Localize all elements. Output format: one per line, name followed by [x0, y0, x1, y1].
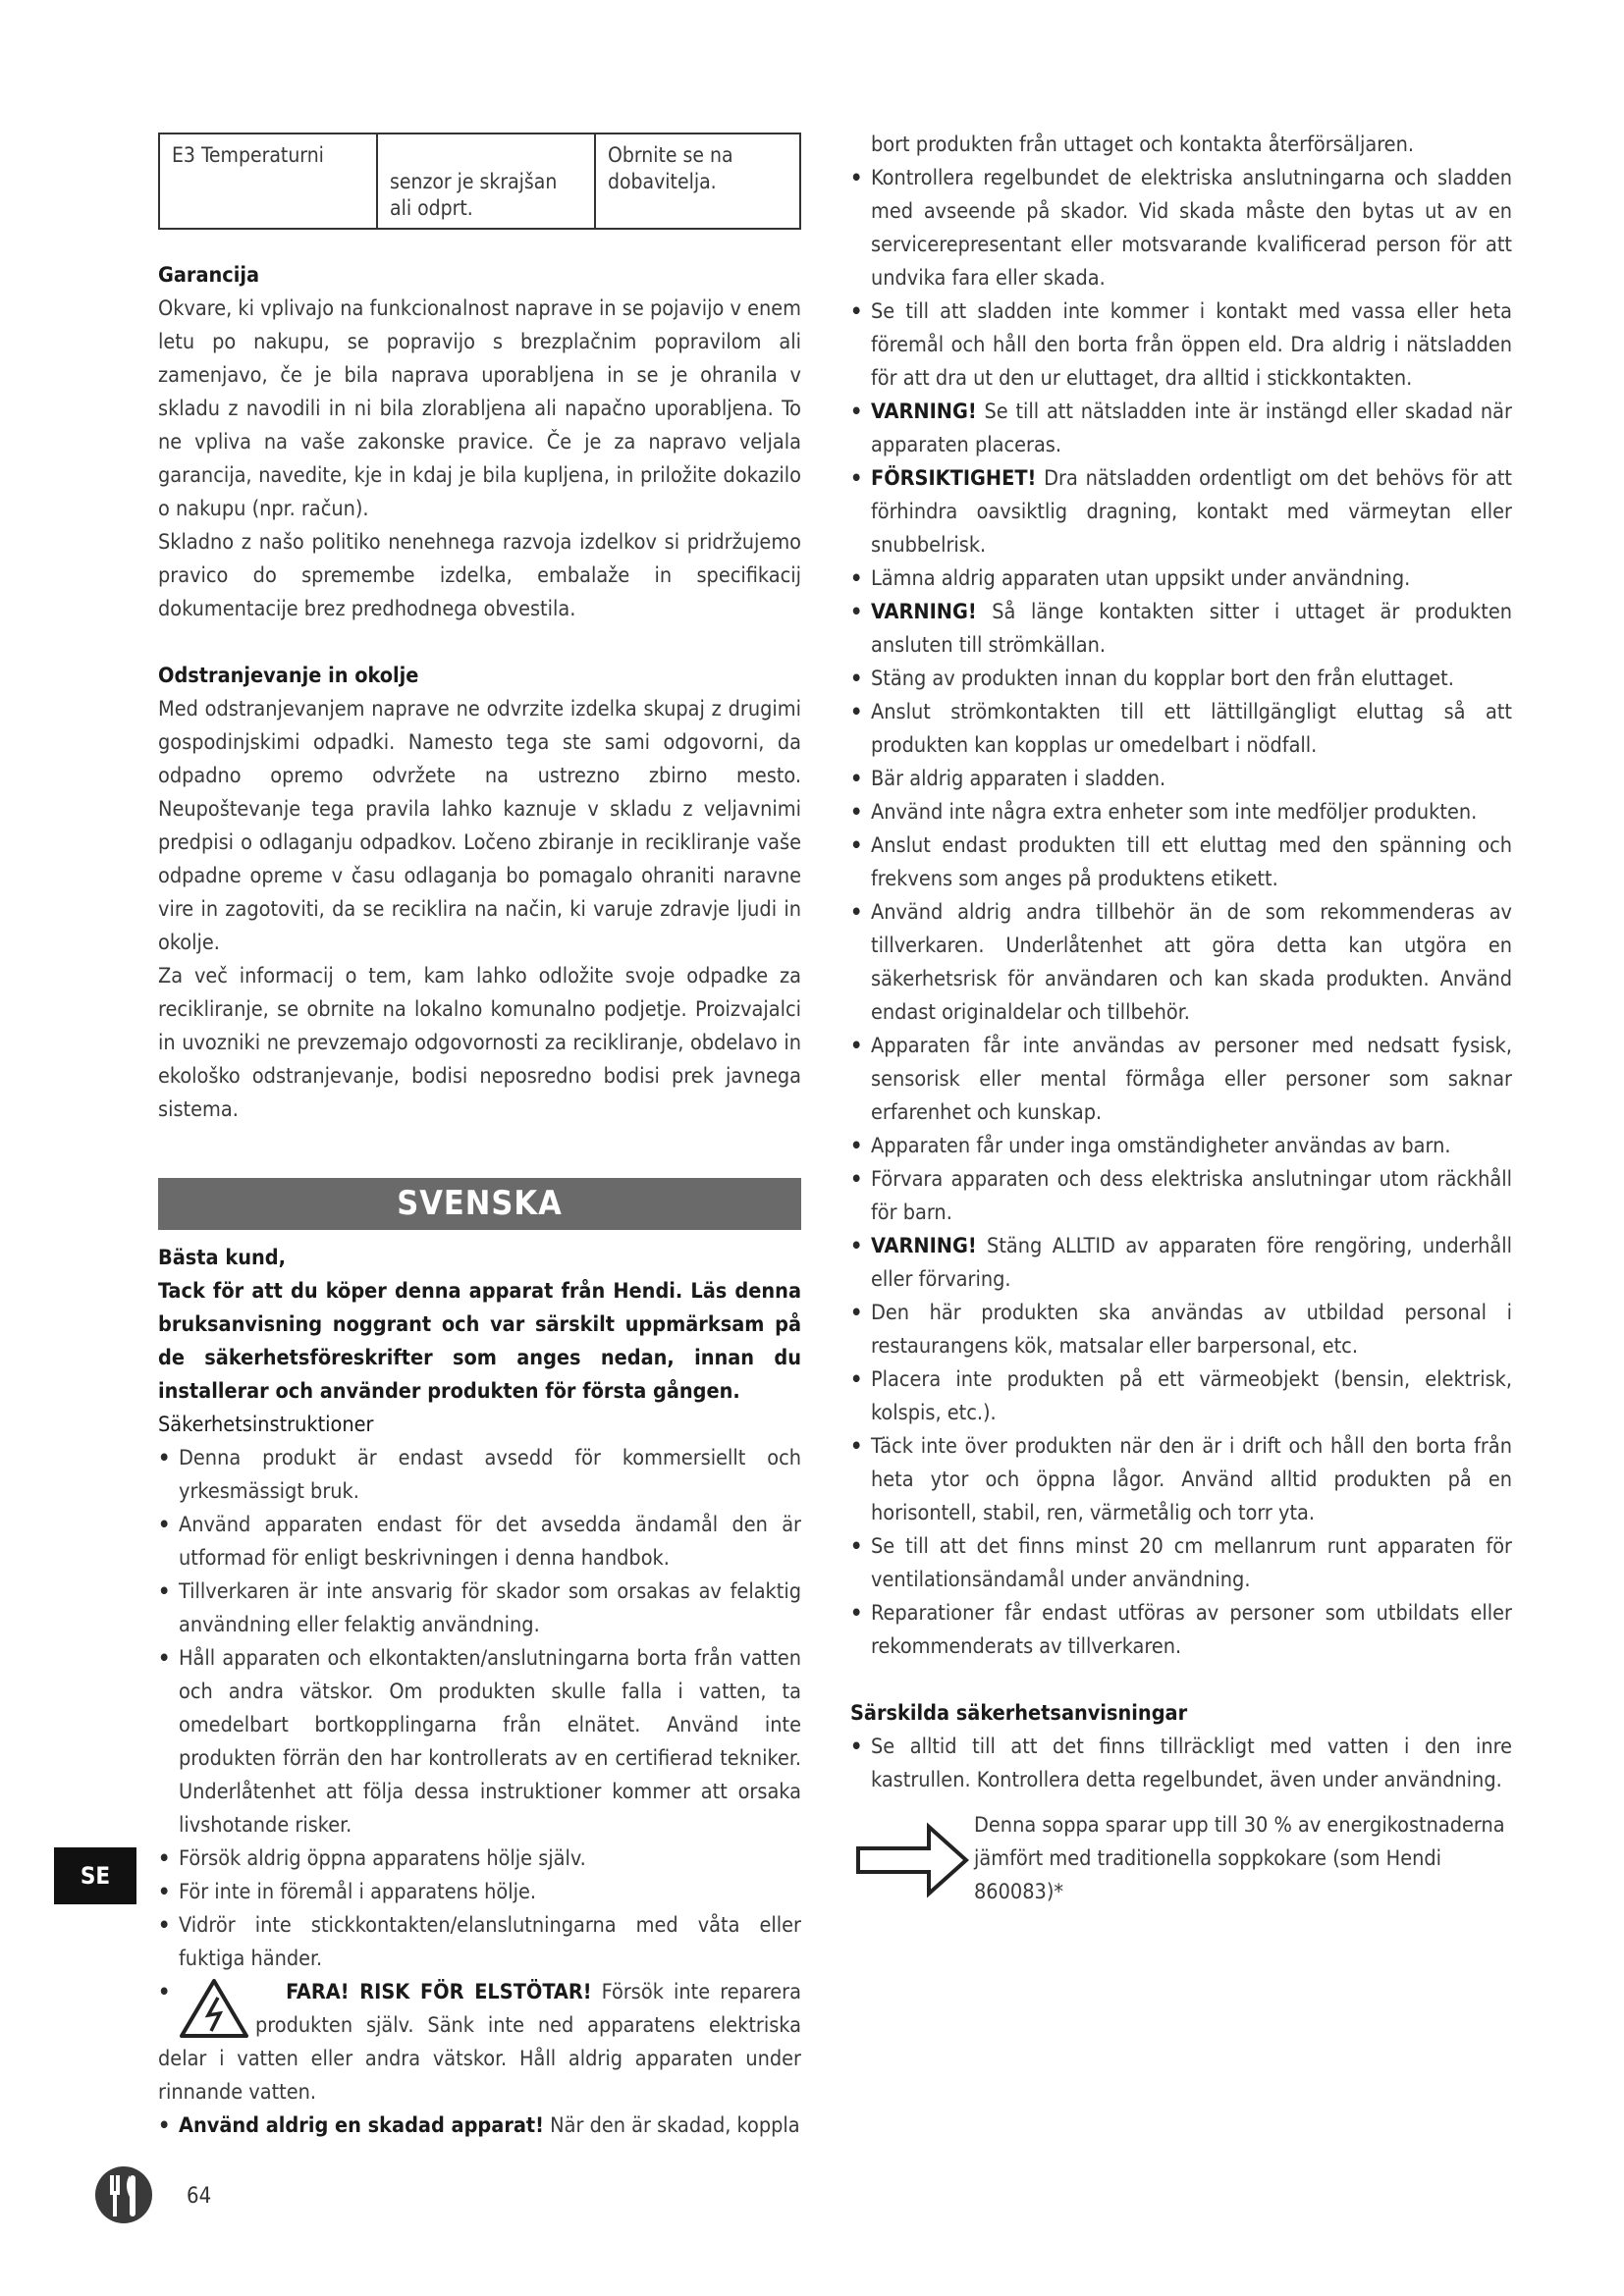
language-tab: SE — [54, 1847, 136, 1904]
warranty-paragraph-2: Skladno z našo politiko nenehnega razvoja izdelkov si pridržujemo pravico do spremembe izdelka, embalaže in specifikacij dokumentacije brez predhodnega obvestila. — [158, 530, 801, 621]
warranty-paragraph-1: Okvare, ki vplivajo na funkcionalnost naprave in se pojavijo v enem letu po nakupu, se popravijo s brezplačnim popravilom ali zamenjavo, če je bila naprava uporabljena in se je ohranila v skladu z navodili in ni bila zlorabljena ali napačno uporabljena. To ne vpliva na vaše zakonske pravice. Če je za napravo veljala garancija, navedite, kje in kdaj je bila kupljena, in priložite dokazilo o nakupu (npr. račun). — [158, 296, 801, 521]
disposal-paragraph-2: Za več informacij o tem, kam lahko odložite svoje odpadke za recikliranje, se obrnite na lokalno komunalno podjetje. Proizvajalci in uvozniki ne prevzemajo odgovornosti za recikliranje, obdelavo in ekološko odstranjevanje, bodisi neposredno bodisi prek javnega sistema. — [158, 964, 801, 1122]
list-item: • Använd inte några extra enheter som inte medföljer produkten. — [850, 800, 1478, 825]
list-item: • Se alltid till att det finns tillräckligt med vatten i den inre kastrullen. Kontrollera detta regelbundet, även under användning. — [850, 1735, 1512, 1792]
list-item: • Se till att det finns minst 20 cm mellanrum runt apparaten för ventilationsändamål under användning. — [850, 1534, 1512, 1592]
greeting: Bästa kund, — [158, 1246, 286, 1270]
danger-text: Försök inte reparera produkten själv. Sänk inte ned apparatens elektriska delar i vatten eller andra vätskor. Håll aldrig apparaten under rinnande vatten. — [158, 1980, 801, 2105]
list-item: • Reparationer får endast utföras av personer som utbildats eller rekommenderats av tillverkaren. — [850, 1601, 1512, 1659]
arrow-right-icon — [854, 1821, 972, 1899]
list-item: • Tillverkaren är inte ansvarig för skador som orsakas av felaktig användning eller felaktig användning. — [158, 1579, 801, 1637]
disposal-heading: Odstranjevanje in okolje — [158, 664, 419, 688]
list-item: • Använd apparaten endast för det avsedda ändamål den är utformad för enligt beskrivningen i denna handbok. — [158, 1513, 801, 1571]
list-item: • Placera inte produkten på ett värmeobjekt (bensin, elektrisk, kolspis, etc.). — [850, 1367, 1512, 1425]
list-item: • Försök aldrig öppna apparatens hölje själv. — [158, 1846, 586, 1871]
danger-label: FARA! RISK FÖR ELSTÖTAR! — [286, 1980, 592, 2004]
special-safety-heading: Särskilda säkerhetsanvisningar — [850, 1701, 1188, 1726]
language-section-banner: SVENSKA — [158, 1178, 801, 1230]
list-item: • Se till att sladden inte kommer i kontakt med vassa eller heta föremål och håll den borta från öppen eld. Dra aldrig i nätsladden för att dra ut den ur eluttaget, dra alltid i stickkontakten. — [850, 299, 1512, 391]
list-item: • Lämna aldrig apparaten utan uppsikt under användning. — [850, 566, 1411, 591]
list-item: • FÖRSIKTIGHET! Dra nätsladden ordentligt om det behövs för att förhindra oavsiktlig dragning, kontakt med värmeytan eller snubbelrisk. — [850, 466, 1512, 558]
list-item: • Använd aldrig en skadad apparat! När den är skadad, koppla — [158, 2113, 800, 2138]
safety-heading: Säkerhetsinstruktioner — [158, 1413, 374, 1437]
list-item: • Använd aldrig andra tillbehör än de som rekommenderas av tillverkaren. Underlåtenhet att göra detta kan utgöra en säkerhetsrisk för användaren och kan skada produkten. Använd endast originaldelar och tillbehör. — [850, 900, 1512, 1025]
list-item: • För inte in föremål i apparatens hölje. — [158, 1880, 536, 1904]
energy-note — [850, 1809, 1512, 1917]
list-item: • Bär aldrig apparaten i sladden. — [850, 767, 1166, 791]
page-number: 64 — [187, 2184, 212, 2209]
warranty-heading: Garancija — [158, 263, 260, 288]
error-code-table — [158, 133, 801, 230]
table-row — [159, 133, 800, 229]
safety-list — [158, 1442, 801, 2143]
safety-list-continued — [850, 162, 1512, 1664]
intro-paragraph: Tack för att du köper denna apparat från Hendi. Läs denna bruksanvisning noggrant och var särskilt uppmärksam på de säkerhetsföreskrifter som anges nedan, innan du installerar och använder produkten för första gången. — [158, 1279, 801, 1404]
list-item: • VARNING! Se till att nätsladden inte är instängd eller skadad när apparaten placeras. — [850, 400, 1512, 457]
list-item: • VARNING! Stäng ALLTID av apparaten före rengöring, underhåll eller förvaring. — [850, 1234, 1512, 1292]
error-solution-cell: Obrnite se na dobavitelja. — [595, 133, 800, 229]
continued-text: bort produkten från uttaget och kontakta återförsäljaren. — [871, 133, 1414, 157]
disposal-paragraph-1: Med odstranjevanjem naprave ne odvrzite izdelka skupaj z drugimi gospodinjskimi odpadki. Namesto tega ste sami odgovorni, da odpadno opremo odvržete na ustrezno zbirno mesto. Neupoštevanje tega pravila lahko kaznuje v skladu z veljavnimi predpisi o odlaganju odpadkov. Ločeno zbiranje in recikliranje vaše odpadne opreme v času odlaganja bo pomagalo ohraniti naravne vire in zagotoviti, da se reciklira na način, ki varuje zdravje ljudi in okolje. — [158, 697, 801, 955]
list-item: • Anslut strömkontakten till ett lättillgängligt eluttag så att produkten kan kopplas ur omedelbart i nödfall. — [850, 700, 1512, 758]
list-item: • Håll apparaten och elkontakten/anslutningarna borta från vatten och andra vätskor. Om produkten skulle falla i vatten, ta omedelbart bortkopplingarna från elnätet. Använd inte produkten förrän den har kontrollerats av en certifierad tekniker. Underlåtenhet att följa dessa instruktioner kommer att orsaka livshotande risker. — [158, 1646, 801, 1838]
list-item: • Apparaten får under inga omständigheter användas av barn. — [850, 1134, 1451, 1158]
hendi-cutlery-logo-icon — [94, 2165, 153, 2224]
list-item: • VARNING! Så länge kontakten sitter i uttaget är produkten ansluten till strömkällan. — [850, 600, 1512, 658]
left-column — [158, 133, 801, 2143]
list-item: • Anslut endast produkten till ett eluttag med den spänning och frekvens som anges på produktens etikett. — [850, 833, 1512, 891]
list-item: • Förvara apparaten och dess elektriska anslutningar utom räckhåll för barn. — [850, 1167, 1512, 1225]
damaged-label: Använd aldrig en skadad apparat! — [179, 2113, 544, 2138]
list-item: • Täck inte över produkten när den är i drift och håll den borta från heta ytor och öppna lågor. Använd alltid produkten på en horisontell, stabil, ren, värmetålig och torr yta. — [850, 1434, 1512, 1525]
list-item: • Apparaten får inte användas av personer med nedsatt fysisk, sensorisk eller mental förmåga eller personer som saknar erfarenhet och kunskap. — [850, 1034, 1512, 1125]
right-column — [850, 129, 1512, 1917]
error-code-cell: E3 Temperaturni — [159, 133, 377, 229]
electric-shock-warning-icon — [179, 1978, 249, 2039]
list-item: • Stäng av produkten innan du kopplar bort den från eluttaget. — [850, 667, 1454, 691]
list-item: • Denna produkt är endast avsedd för kommersiellt och yrkesmässigt bruk. — [158, 1446, 801, 1504]
list-item: • Kontrollera regelbundet de elektriska anslutningarna och sladden med avseende på skador. Vid skada måste den bytas ut av en servicerepresentant eller motsvarande kvalificerad person för att undvika fara eller skada. — [850, 166, 1512, 291]
energy-note-text: Denna soppa sparar upp till 30 % av energikostnaderna jämfört med traditionella soppkokare (som Hendi 860083)* — [974, 1813, 1505, 1904]
special-safety-list — [850, 1731, 1512, 1797]
error-cause-cell: senzor je skrajšan ali odprt. — [377, 133, 595, 229]
danger-list-item: • FARA! RISK FÖR ELSTÖTAR! Försök inte reparera produkten själv. Sänk inte ned apparatens elektriska delar i vatten eller andra vätskor. Håll aldrig apparaten under rinnande vatten. — [158, 1980, 801, 2105]
list-item: • Vidrör inte stickkontakten/elanslutningarna med våta eller fuktiga händer. — [158, 1913, 801, 1971]
list-item: • Den här produkten ska användas av utbildad personal i restaurangens kök, matsalar eller barpersonal, etc. — [850, 1301, 1512, 1359]
